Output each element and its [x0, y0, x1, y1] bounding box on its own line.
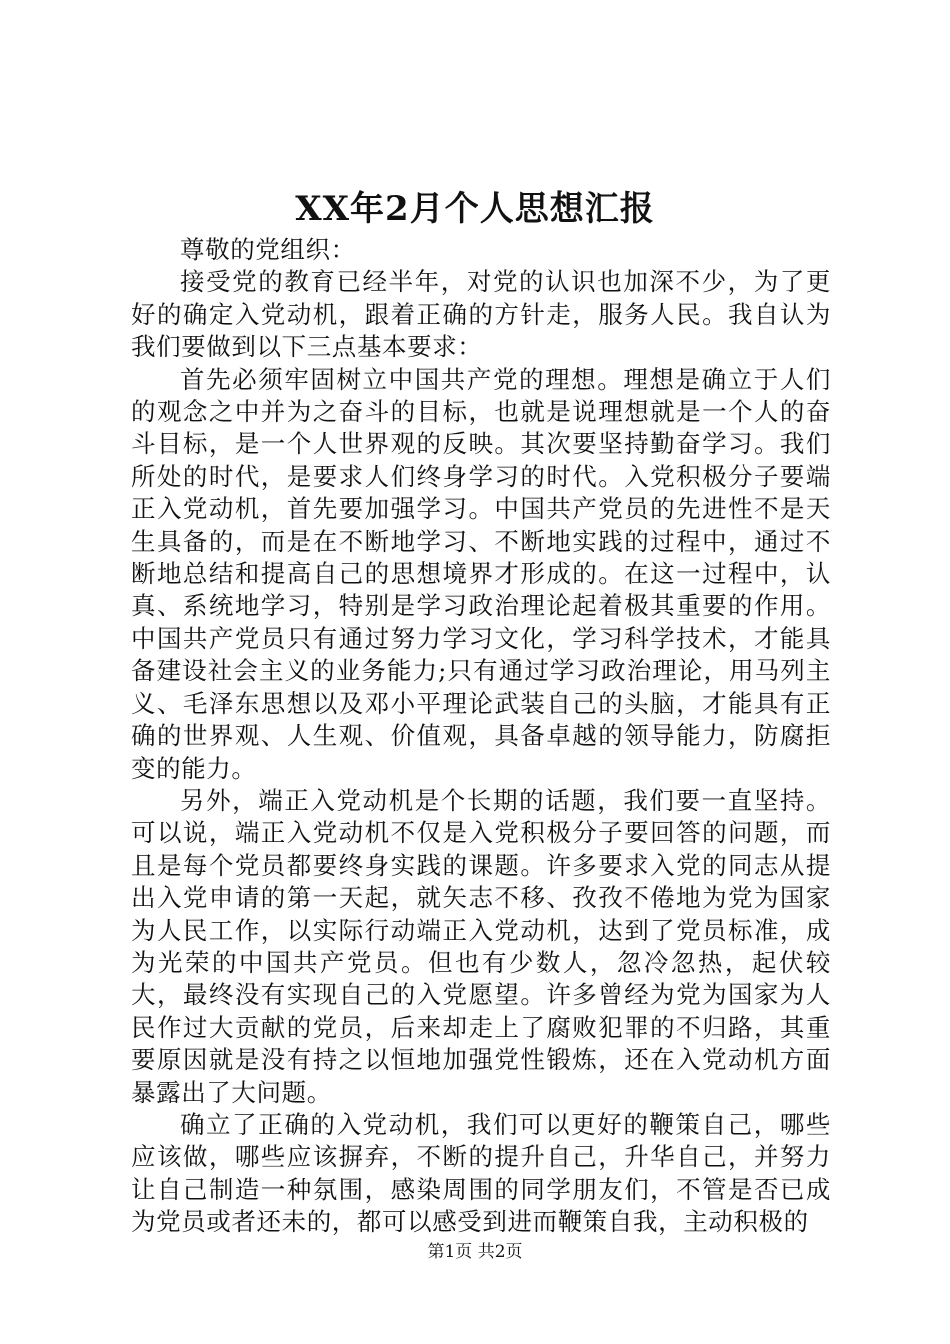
paragraph-3: 另外，端正入党动机是个长期的话题，我们要一直坚持。可以说，端正入党动机不仅是入党积极分子要回答的问题，而且是每个党员都要终身实践的课题。许多要求入党的同志从提出入党申请的第一天起，就矢志不移、孜孜不倦地为党为国家为人民工作，以实际行动端正入党动机，达到了党员标准，成为光荣的中国共产党员。但也有少数人，忽冷忽热，起伏较大，最终没有实现自己的入党愿望。许多曾经为党为国家为人民作过大贡献的党员，后来却走上了腐败犯罪的不归路，其重要原因就是没有持之以恒地加强党性锻炼，还在入党动机方面暴露出了大问题。: [131, 785, 831, 1107]
paragraph-4: 确立了正确的入党动机，我们可以更好的鞭策自己，哪些应该做，哪些应该摒弃，不断的提升自己，升华自己，并努力让自己制造一种氛围，感染周围的同学朋友们，不管是否已成为党员或者还未的，都可以感受到进而鞭策自我，主动积极的: [131, 1109, 831, 1237]
paragraph-2: 首先必须牢固树立中国共产党的理想。理想是确立于人们的观念之中并为之奋斗的目标，也就是说理想就是一个人的奋斗目标，是一个人世界观的反映。其次要坚持勤奋学习。我们所处的时代，是要求人们终身学习的时代。入党积极分子要端正入党动机，首先要加强学习。中国共产党员的先进性不是天生具备的，而是在不断地学习、不断地实践的过程中，通过不断地总结和提高自己的思想境界才形成的。在这一过程中，认真、系统地学习，特别是学习政治理论起着极其重要的作用。中国共产党员只有通过努力学习文化，学习科学技术，才能具备建设社会主义的业务能力;只有通过学习政治理论，用马列主义、毛泽东思想以及邓小平理论武装自己的头脑，才能具有正确的世界观、人生观、价值观，具备卓越的领导能力，防腐拒变的能力。: [131, 364, 831, 783]
paragraph-1: 接受党的教育已经半年，对党的认识也加深不少，为了更好的确定入党动机，跟着正确的方针走，服务人民。我自认为我们要做到以下三点基本要求：: [131, 267, 831, 362]
page-footer: 第1页 共2页: [427, 1242, 523, 1262]
salutation: 尊敬的党组织：: [180, 235, 356, 264]
document-title: XX年2月个人思想汇报: [295, 189, 655, 229]
document-body: [131, 234, 831, 1239]
